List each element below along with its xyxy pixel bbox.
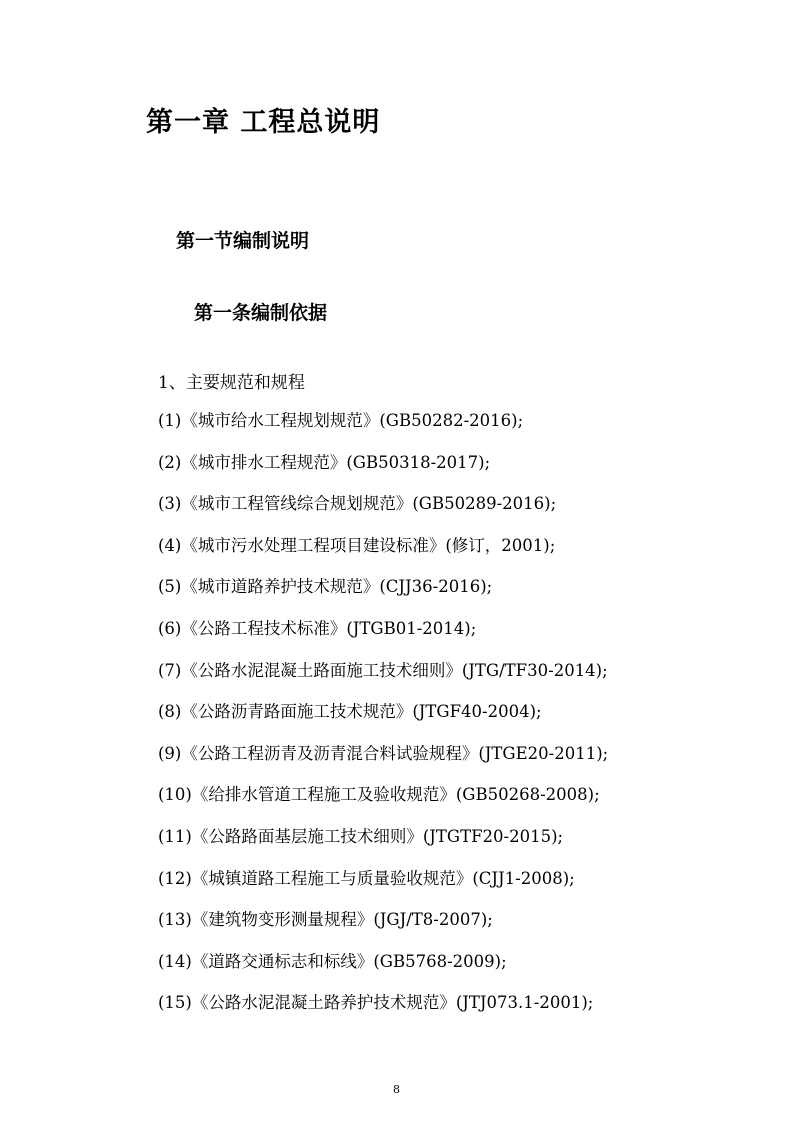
reference-item: (14)《道路交通标志和标线》(GB5768-2009); xyxy=(158,951,507,971)
section-title: 第一节编制说明 xyxy=(176,230,310,252)
reference-item: (4)《城市污水处理工程项目建设标准》(修订，2001); xyxy=(158,535,556,555)
reference-item: (11)《公路路面基层施工技术细则》(JTGTF20-2015); xyxy=(158,826,564,846)
reference-item: (13)《建筑物变形测量规程》(JGJ/T8-2007); xyxy=(158,910,493,930)
reference-list xyxy=(158,408,608,1032)
reference-item: (5)《城市道路养护技术规范》(CJJ36-2016); xyxy=(158,577,493,597)
reference-item: (10)《给排水管道工程施工及验收规范》(GB50268-2008); xyxy=(158,785,600,805)
subheading: 1、主要规范和规程 xyxy=(158,373,305,393)
page-number: 8 xyxy=(393,1083,400,1096)
reference-item: (7)《公路水泥混凝土路面施工技术细则》(JTG/TF30-2014); xyxy=(158,660,608,680)
reference-item: (12)《城镇道路工程施工与质量验收规范》(CJJ1-2008); xyxy=(158,868,575,888)
article-title: 第一条编制依据 xyxy=(194,302,328,324)
reference-item: (2)《城市排水工程规范》(GB50318-2017); xyxy=(158,452,491,472)
reference-item: (3)《城市工程管线综合规划规范》(GB50289-2016); xyxy=(158,494,557,514)
chapter-title: 第一章 工程总说明 xyxy=(146,107,381,138)
reference-item: (8)《公路沥青路面施工技术规范》(JTGF40-2004); xyxy=(158,702,542,722)
reference-item: (1)《城市给水工程规划规范》(GB50282-2016); xyxy=(158,411,524,430)
reference-item: (9)《公路工程沥青及沥青混合料试验规程》(JTGE20-2011); xyxy=(158,743,609,763)
reference-item: (6)《公路工程技术标准》(JTGB01-2014); xyxy=(158,618,477,638)
reference-item: (15)《公路水泥混凝土路养护技术规范》(JTJ073.1-2001); xyxy=(158,993,594,1013)
